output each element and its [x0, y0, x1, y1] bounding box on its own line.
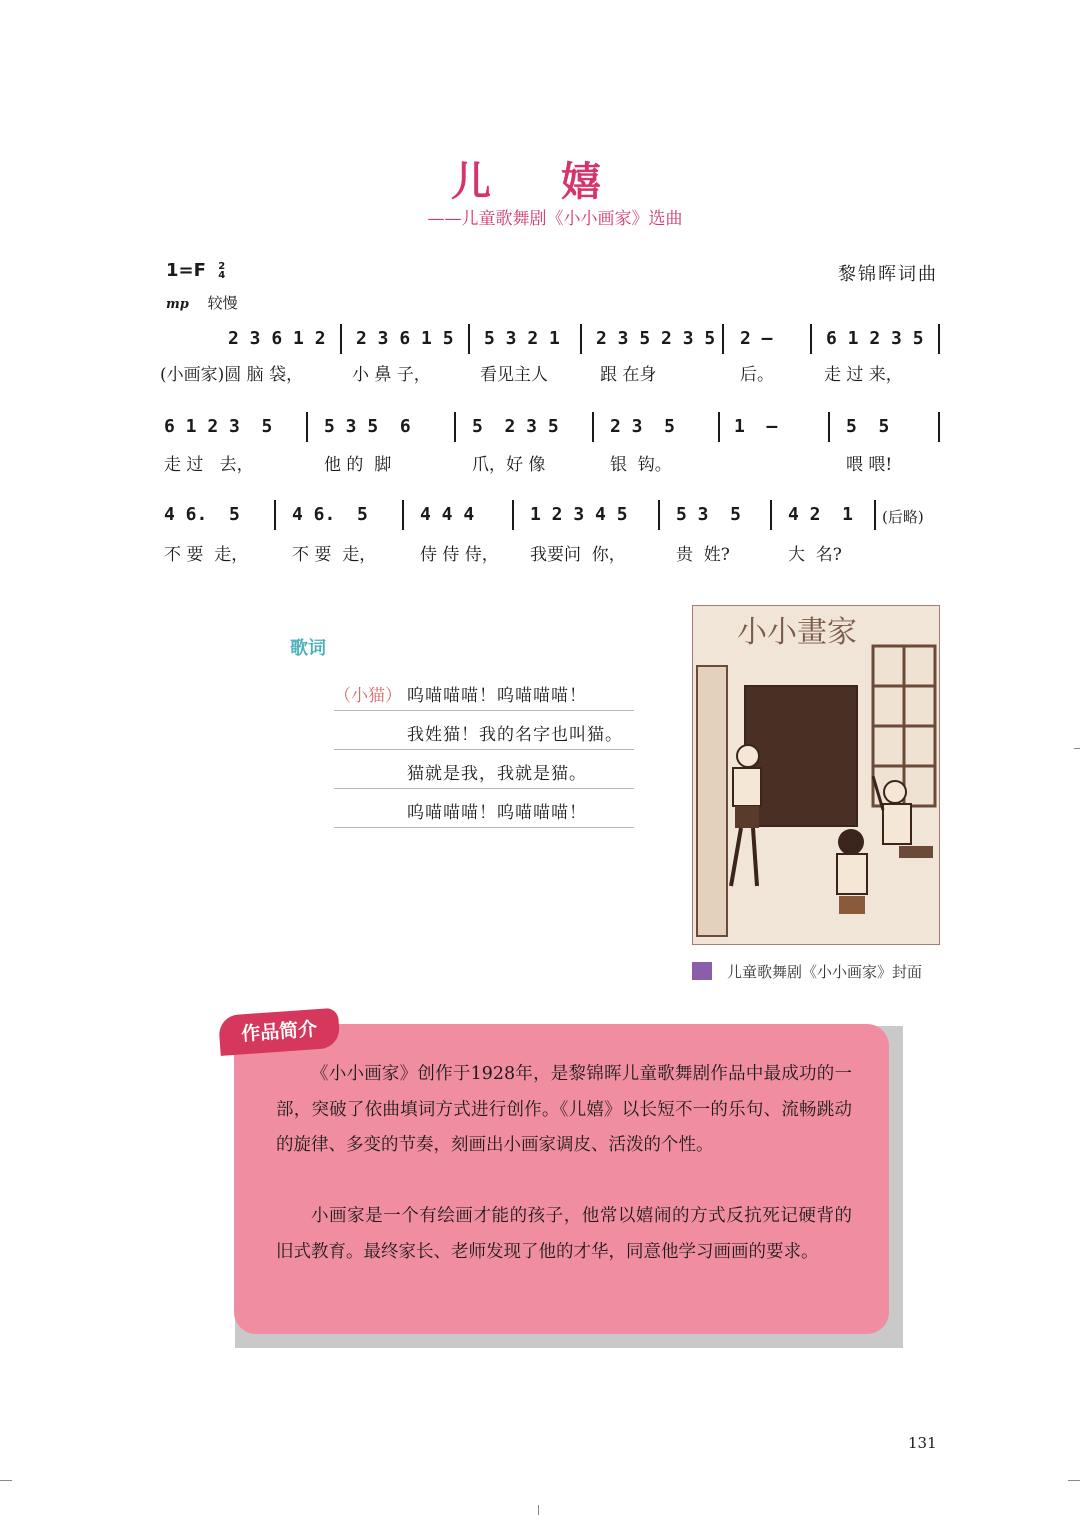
bar-line: [722, 324, 724, 354]
measure-notes: 2 3 5: [610, 416, 676, 437]
lyric-text: 呜喵喵喵！呜喵喵喵！: [407, 686, 587, 706]
time-bottom: 4: [218, 270, 226, 281]
tempo-marking: [166, 292, 238, 313]
bar-line: [938, 412, 940, 442]
time-signature: [218, 262, 225, 280]
crop-mark: [1068, 1480, 1080, 1481]
bar-line: [468, 324, 470, 354]
composer-credit: 黎锦晖词曲: [838, 264, 938, 285]
measure-lyrics: 看见主人: [480, 365, 548, 385]
score-row-3: [160, 500, 950, 534]
intro-paragraph: 小画家是一个有绘画才能的孩子，他常以嬉闹的方式反抗死记硬背的旧式教育。最终家长、老师发现了他的才华，同意他学习画画的要求。: [276, 1206, 852, 1262]
dynamic-mark: mp: [166, 297, 189, 312]
measure-notes: 6 1 2 3 5: [164, 416, 273, 437]
caption-marker: [692, 962, 712, 980]
page-number: 131: [908, 1434, 937, 1452]
measure-notes: 4 6. 5: [164, 504, 240, 525]
measure-lyrics: 走 过 去，: [164, 455, 254, 475]
crop-mark: [538, 1505, 539, 1515]
measure-lyrics: 不 要 走，: [292, 545, 377, 565]
measure-notes: 5 5: [846, 416, 890, 437]
measure-lyrics: 贵 姓?: [676, 545, 730, 565]
measure-notes: 4 4 4: [420, 504, 475, 525]
illustration-caption: 儿童歌舞剧《小小画家》封面: [727, 963, 923, 981]
bar-line: [770, 500, 772, 530]
window-icon: [873, 646, 935, 806]
measure-lyrics: (小画家)圆 脑 袋，: [160, 365, 304, 385]
time-top: 2: [218, 261, 226, 272]
measure-lyrics: 他 的 脚: [324, 455, 392, 475]
score-row-2: [160, 412, 950, 446]
poster-title-icon: 小小畫家: [737, 615, 857, 650]
lyric-line: [334, 789, 634, 828]
bar-line: [938, 324, 940, 354]
measure-notes: 2 3 6 1 5: [356, 328, 454, 349]
measure-notes: 5 2 3 5: [472, 416, 559, 437]
measure-notes: 6 1 2 3 5: [826, 328, 924, 349]
measure-notes: 5 3 5: [676, 504, 742, 525]
poster-drawing: [693, 606, 939, 944]
poster-illustration: [692, 605, 940, 945]
bar-line: [512, 500, 514, 530]
intro-card-tag: 作品简介: [218, 1008, 341, 1056]
measure-lyrics: 跟 在身: [600, 365, 657, 385]
lyric-text: 我姓猫！我的名字也叫猫。: [407, 725, 623, 745]
bar-line: [402, 500, 404, 530]
bar-line: [274, 500, 276, 530]
measure-notes: 4 2 1: [788, 504, 854, 525]
measure-lyrics: 后。: [740, 365, 774, 385]
lyric-line: [334, 672, 634, 711]
bar-line: [828, 412, 830, 442]
measure-notes: 1 2 3 4 5: [530, 504, 628, 525]
measure-notes: 2 –: [740, 328, 773, 349]
lyrics-heading: 歌词: [290, 638, 326, 659]
lyric-text: 呜喵喵喵！呜喵喵喵！: [407, 803, 587, 823]
omission-note: (后略): [882, 508, 924, 526]
lyric-line: [334, 750, 634, 789]
measure-lyrics: 小 鼻 子，: [352, 365, 431, 385]
measure-lyrics: 喂 喂!: [846, 455, 893, 475]
measure-lyrics: 走 过 来，: [824, 365, 903, 385]
page-title: 儿 嬉: [451, 158, 629, 205]
measure-notes: 4 6. 5: [292, 504, 368, 525]
measure-notes: 5 3 2 1: [484, 328, 560, 349]
bar-line: [580, 324, 582, 354]
measure-lyrics: 侍 侍 侍，: [420, 545, 499, 565]
bar-line: [718, 412, 720, 442]
crop-mark: [1074, 748, 1080, 749]
lyric-line: [334, 711, 634, 750]
key-label: 1=F: [166, 260, 206, 281]
bar-line: [340, 324, 342, 354]
score-row-1: [160, 324, 950, 358]
bar-line: [810, 324, 812, 354]
measure-lyrics: 我要问 你，: [530, 545, 626, 565]
tempo-text: 较慢: [207, 294, 238, 312]
crop-mark: [0, 1480, 12, 1481]
page-subtitle: ——儿童歌舞剧《小小画家》选曲: [427, 209, 683, 229]
measure-notes: 2 3 6 1 2: [228, 328, 326, 349]
measure-notes: 1 –: [734, 416, 778, 437]
key-signature: [166, 260, 225, 281]
bar-line: [454, 412, 456, 442]
intro-paragraph: 《小小画家》创作于1928年，是黎锦晖儿童歌舞剧作品中最成功的一部，突破了依曲填词方式进行创作。《儿嬉》以长短不一的乐句、流畅跳动的旋律、多变的节奏，刻画出小画家调皮、活泼的个性。: [276, 1064, 852, 1155]
bar-line: [874, 500, 876, 530]
bar-line: [658, 500, 660, 530]
measure-lyrics: 大 名?: [788, 545, 842, 565]
measure-notes: 5 3 5 6: [324, 416, 411, 437]
bar-line: [306, 412, 308, 442]
measure-lyrics: 银 钩。: [610, 455, 672, 475]
bar-line: [592, 412, 594, 442]
measure-lyrics: 爪，好 像: [472, 455, 546, 475]
lyric-text: 猫就是我，我就是猫。: [407, 764, 587, 784]
lyric-speaker: （小猫）: [334, 686, 402, 706]
measure-notes: 2 3 5 2 3 5: [596, 328, 716, 349]
measure-lyrics: 不 要 走，: [164, 545, 249, 565]
